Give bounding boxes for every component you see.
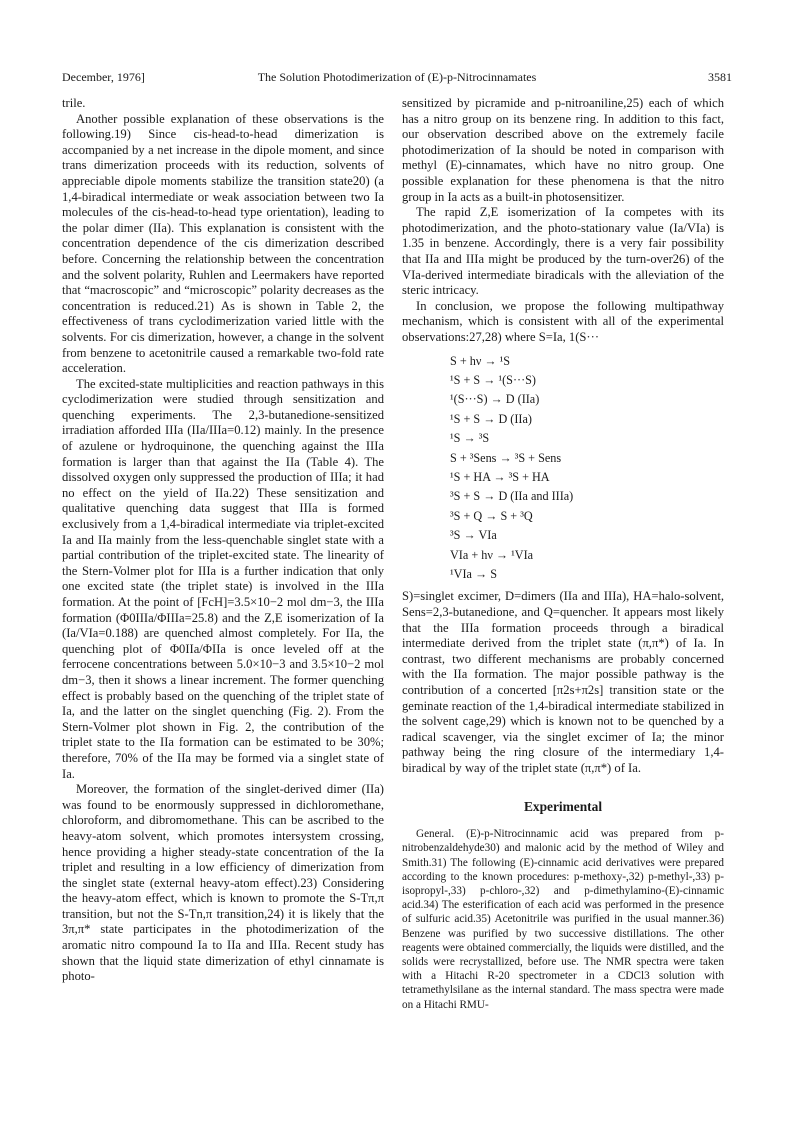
scheme-step: ³S + Q → S + ³Q bbox=[450, 508, 533, 523]
page-header bbox=[62, 70, 732, 86]
experimental-paragraph: General. (E)-p-Nitrocinnamic acid was prepared from p-nitrobenzaldehyde30) and malonic acid by the method of Wiley and Smith.31) The following (E)-cinnamic acid derivatives were prepared according to the known procedures: p-methoxy-,32) p-methyl-,33) p-isopropyl-,33) p-chloro-,32) and p-dimethylamino-(E)-cinnamic acid.34) The esterification of each acid was performed in the presence of sulfuric acid.35) Acetonitrile was purified in the usual manner.36) Benzene was purified by two successive distillations. The other reagents were obtained commercially, the liquids were distilled, and the solids were recrystallized, before use. The NMR spectra were taken with a Hitachi R-20 spectrometer in a CDCl3 solution with tetramethylsilane as the internal standard. The mass spectra were made on a Hitachi RMU- bbox=[402, 828, 724, 1011]
paragraph: S)=singlet excimer, D=dimers (IIa and IIIa), HA=halo-solvent, Sens=2,3-butanedione, and Q=quencher. It appears most likely that the IIIa formation proceeds through a biradical intermediate derived from the triplet state (π,π*) of Ia. In contrast, two different mechanisms are probably concerned with the IIa formation. The major possible pathway is the contribution of a concerted [π2s+π2s] transition state or the geminate reaction of the 1,4-biradical intermediate stabilized in the solvent cage,29) which is known not to be quenched by a radical scavenger, via the singlet excimer of Ia; the minor pathway being the ring closure of the intermediary 1,4-biradical by way of the triplet state (π,π*) of Ia. bbox=[402, 589, 724, 775]
scheme-step: ¹S → ³S bbox=[450, 431, 490, 446]
scheme-step: ¹S + S → D (IIa) bbox=[450, 411, 532, 426]
scheme-step: ³S → VIa bbox=[450, 528, 497, 543]
paragraph: The excited-state multiplicities and reaction pathways in this cyclodimerization were studied through sensitization and quenching experiments. The 2,3-butanedione-sensitized irradiation afforded IIIa (IIa/IIIa=0.12) mainly. In the presence of azulene or hydroquinone, the quenching against the IIIa formation is larger than that against the IIa (Table 4). The dissolved oxygen only suppressed the production of IIIa; it had no effect on the yield of IIa.22) These sensitization and qualitative quenching data suggest that IIIa is formed exclusively from a 1,4-biradical intermediate via triplet-excited Ia and IIa mainly from the less-quenchable singlet state with a partial contribution of the triplet-excited state. The linearity of the Stern-Volmer plot for IIIa is a further indication that only one excited state (the triplet state) is involved in the IIIa formation. At the point of [FcH]=3.5×10−2 mol dm−3, the IIIa formation (Φ0IIIa/ΦIIIa=25.8) and the Z,E isomerization of Ia (Ia/VIa=0.188) are quenched almost completely. For IIa, the quenching plot of Φ0IIa/ΦIIa is once leveled off at the ferrocene concentrations between 5.0×10−3 and 3.5×10−2 mol dm−3, then it shows a linear increment. The former quenching effect is probably based on the quenching of the triplet state of Ia, and the latter on the singlet quenching (Fig. 2). From the Stern-Volmer plot shown in Fig. 2, the contribution of the triplet state to the IIa formation can be estimated to be 30%; therefore, 70% of the IIa may be formed via a singlet state of Ia. bbox=[62, 376, 384, 781]
header-title: The Solution Photodimerization of (E)-p-Nitrocinnamates bbox=[257, 70, 537, 84]
scheme-step: VIa + hν → ¹VIa bbox=[450, 547, 534, 562]
scheme-step: ³S + S → D (IIa and IIIa) bbox=[450, 489, 574, 504]
scheme-step: S + ³Sens → ³S + Sens bbox=[450, 450, 562, 465]
left-column bbox=[62, 96, 384, 985]
paragraph: sensitized by picramide and p-nitroaniline,25) each of which has a nitro group on its benzene ring. In addition to this fact, our observation described above on the extremely facile photodimerization of Ia should be noted in comparison with methyl (E)-cinnamates, which have no nitro group. One possible explanation for these phenomena is that the nitro group in Ia acts as a built-in photosensitizer. bbox=[402, 96, 724, 204]
reaction-scheme bbox=[450, 352, 724, 585]
header-date: December, 1976] bbox=[62, 70, 145, 84]
scheme-step: ¹S + HA → ³S + HA bbox=[450, 469, 550, 484]
scheme-step: ¹(S···S) → D (IIa) bbox=[450, 392, 540, 407]
experimental-heading: Experimental bbox=[523, 798, 603, 814]
paragraph: The rapid Z,E isomerization of Ia competes with its photodimerization, and the photo-stationary value (Ia/VIa) is 1.35 in benzene. Accordingly, there is a very fair possibility that IIa and IIIa might be produced by the turn-over26) of the VIa-derived intermediate biradicals with the alleviation of the steric intricacy. bbox=[402, 205, 724, 298]
scheme-step: ¹S + S → ¹(S···S) bbox=[450, 372, 536, 387]
scheme-step: ¹VIa → S bbox=[450, 566, 497, 581]
paragraph: In conclusion, we propose the following multipathway mechanism, which is consistent with all of the experimental observations:27,28) where S=Ia, 1(S··· bbox=[402, 298, 724, 344]
paragraph: Another possible explanation of these observations is the following.19) Since cis-head-to-head dimerization is accompanied by a net increase in the dipole moment, and since trans dimerization proceeds with its reduction, solvents of appreciable dipole moments stabilize the transition state20) (a 1,4-biradical intermediate or weak association between two Ia molecules of the cis-head-to-head type orientation), leading to the polar dimer (IIa). This explanation is consistent with the concentration dependence of the cis dimerization described before. Concerning the relationship between the concentration and the solvent polarity, Ruhlen and Leermakers have reported that “macroscopic” and “microscopic” polarity decreases as the concentration is reduced.21) As is shown in Table 2, the effectiveness of trans cyclodimerization varied little with the solvents. For cis dimerization, however, a change in the solvent from benzene to acetonitrile caused a remarkable two-fold rate acceleration. bbox=[62, 111, 384, 376]
scheme-step: S + hν → ¹S bbox=[450, 353, 511, 368]
right-column bbox=[402, 96, 724, 1012]
paragraph: Moreover, the formation of the singlet-derived dimer (IIa) was found to be enormously suppressed in dichloromethane, chloroform, and dibromomethane. This can be ascribed to the heavy-atom solvent, which promotes intersystem crossing, hence providing a higher steady-state concentration of the Ia triplet and resulting in a low efficiency of dimerization from the singlet state (external heavy-atom effect).23) Considering the heavy-atom effect, which is known to promote the S-Tπ,π transition, but not the S-Tn,π transition,24) it is likely that the 3π,π* state participates in the photodimerization of the aromatic nitro compound Ia to IIa and IIIa. Recent study has shown that the liquid state dimerization of ethyl cinnamate is photo- bbox=[62, 782, 384, 984]
page-number: 3581 bbox=[708, 70, 732, 84]
paragraph: trile. bbox=[62, 96, 86, 110]
